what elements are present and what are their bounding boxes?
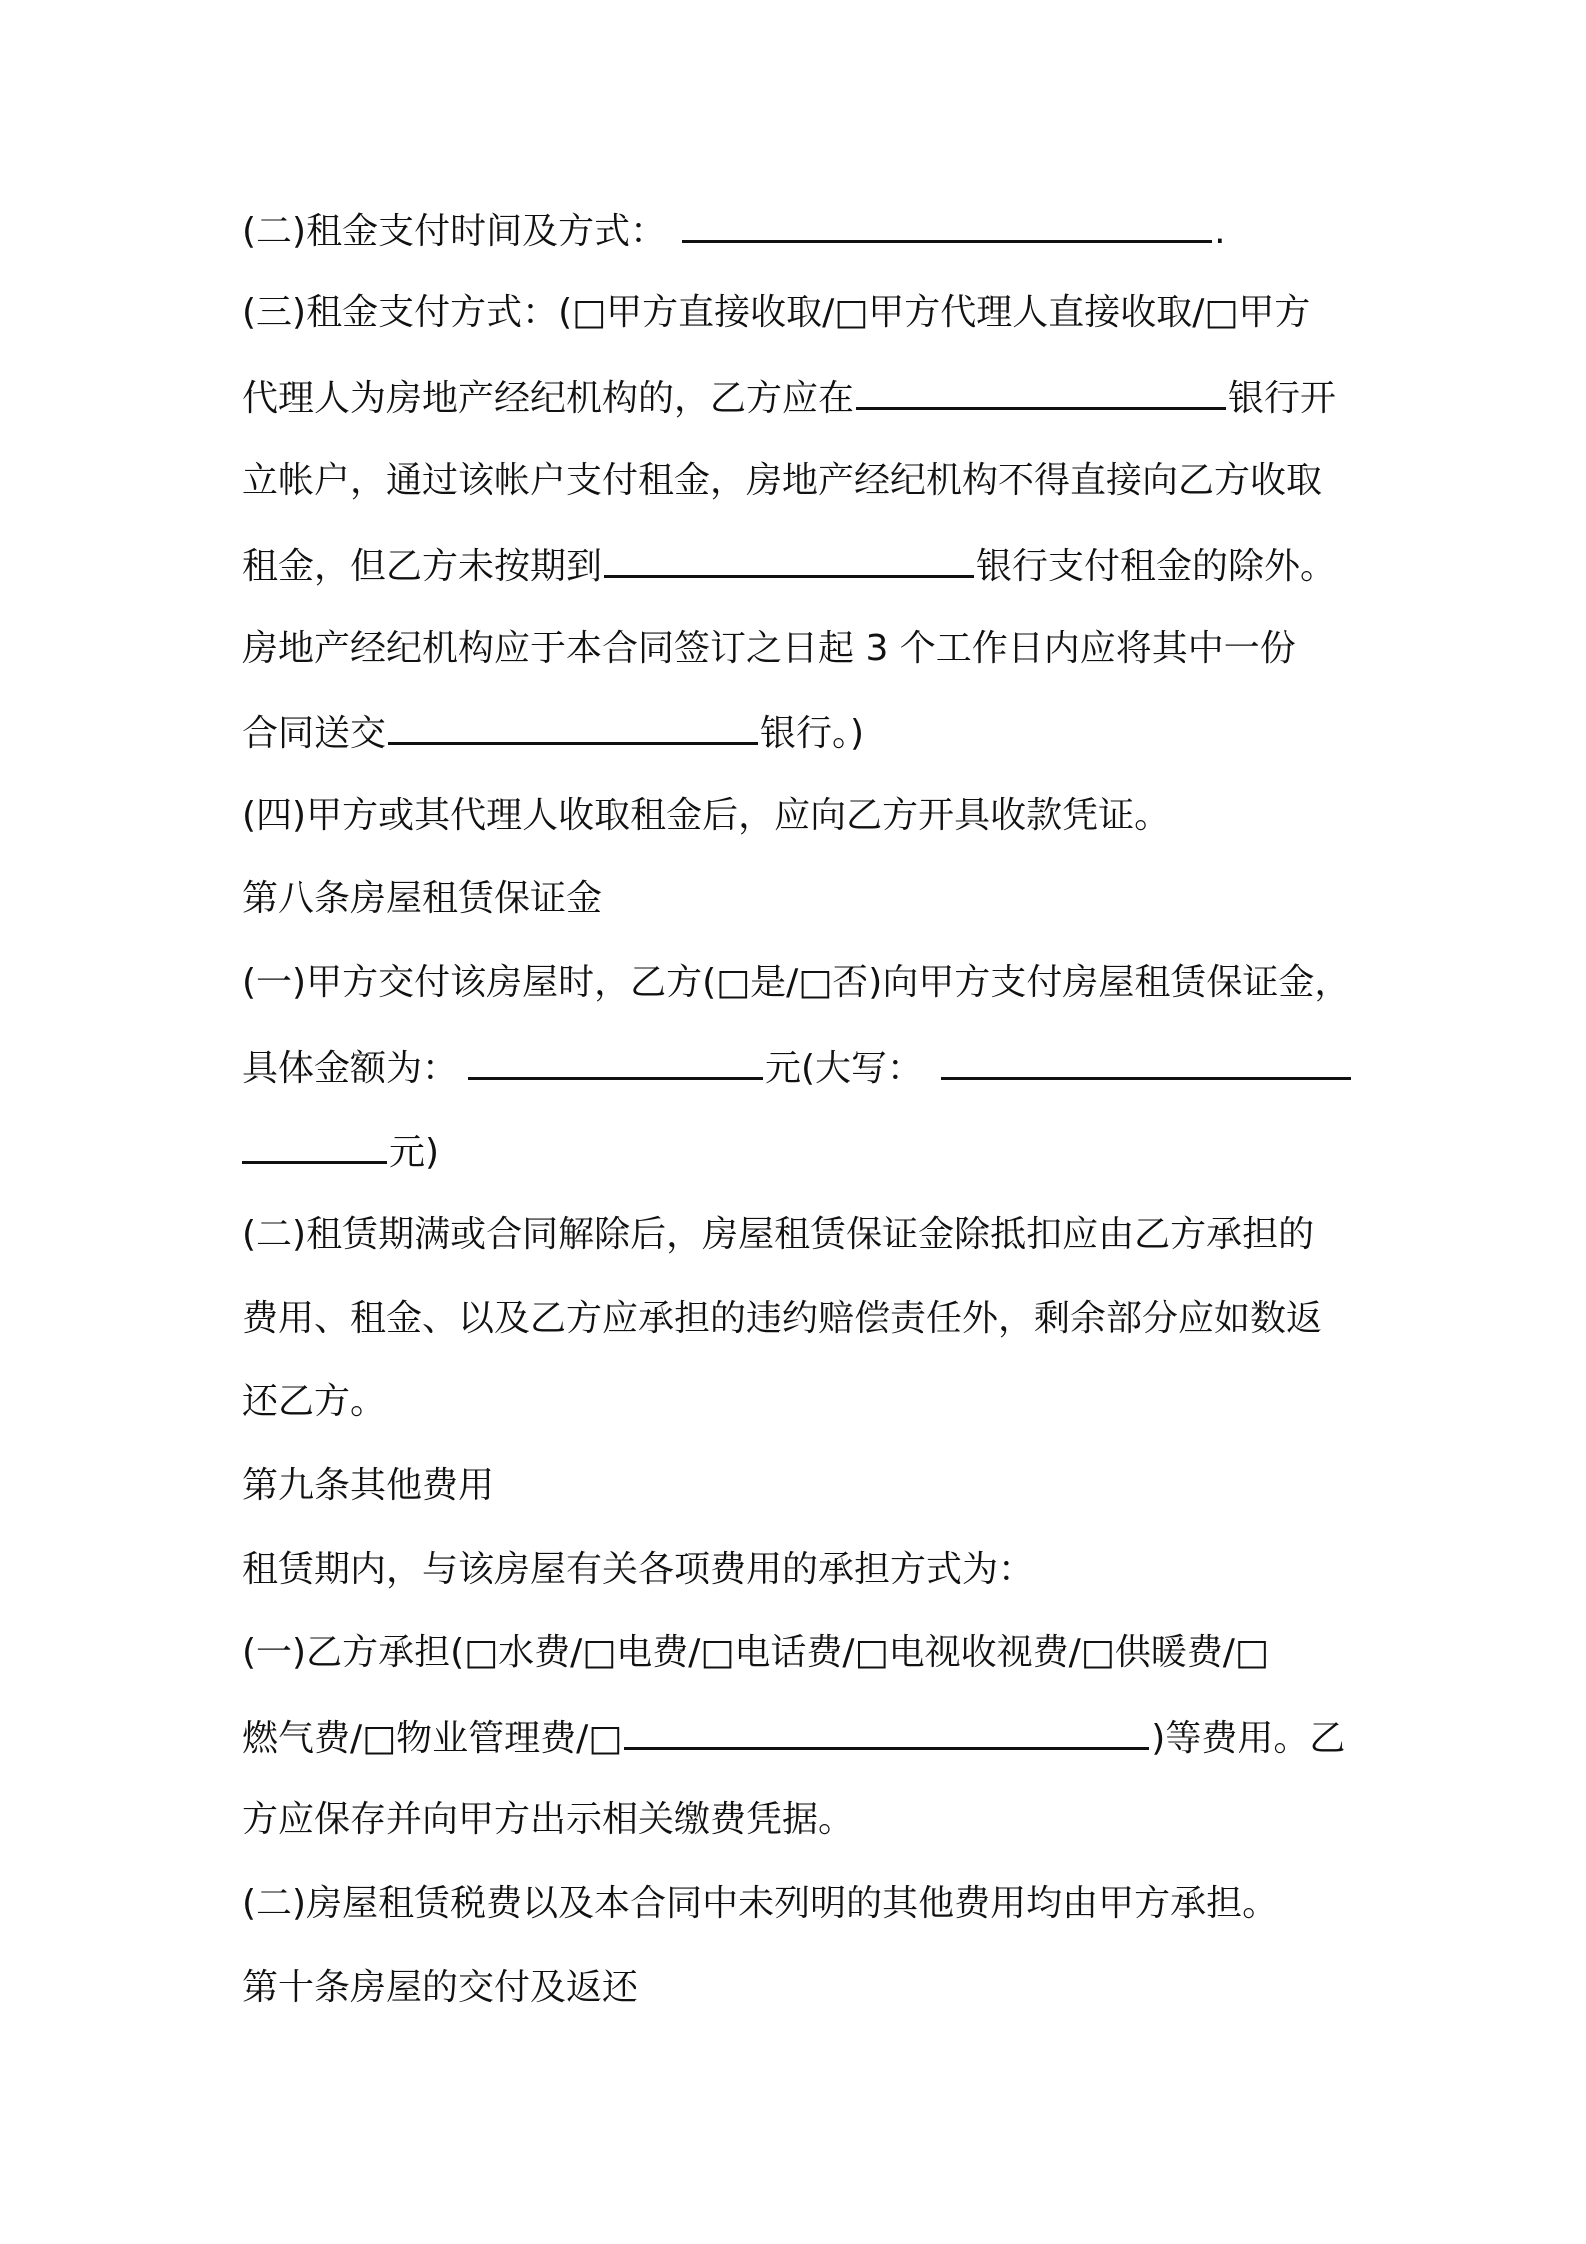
text-segment: 费用、租金、以及乙方应承担的违约赔偿责任外，剩余部分应如数返 bbox=[242, 1298, 1323, 1339]
text-segment: 第九条其他费用 bbox=[242, 1465, 495, 1506]
clause-deposit-amount-continued-line bbox=[242, 1121, 439, 1181]
article-9-heading bbox=[242, 1456, 494, 1516]
text-segment: 具体金额为： bbox=[242, 1048, 459, 1089]
text-segment: 房地产经纪机构应于本合同签订之日起 3 个工作日内应将其中一份 bbox=[242, 628, 1296, 669]
text-segment: 元) bbox=[389, 1132, 440, 1173]
clause-tax-line bbox=[242, 1874, 1278, 1934]
clause-text-line bbox=[242, 1205, 1314, 1265]
text-segment: (三)租金支付方式：(□甲方直接收取/□甲方代理人直接收取/□甲方 bbox=[242, 292, 1311, 333]
text-segment: 燃气费/□物业管理费/□ bbox=[242, 1718, 623, 1759]
text-segment: 代理人为房地产经纪机构的，乙方应在 bbox=[242, 378, 855, 419]
clause-fees-line bbox=[242, 1623, 1269, 1683]
article-8-heading bbox=[242, 869, 602, 929]
clause-receipt-line bbox=[242, 786, 1170, 846]
clause-text-line bbox=[242, 1540, 1034, 1600]
text-segment: 元(大写： bbox=[765, 1048, 924, 1089]
amount-blank[interactable] bbox=[468, 1037, 763, 1080]
text-segment: 还乙方。 bbox=[242, 1381, 387, 1422]
amount-in-words-blank[interactable] bbox=[941, 1037, 1351, 1080]
other-fees-blank[interactable] bbox=[624, 1707, 1149, 1750]
clause-text-line bbox=[242, 1289, 1322, 1349]
article-10-heading bbox=[242, 1958, 638, 2018]
bank-name-blank[interactable] bbox=[604, 535, 974, 578]
text-segment: (四)甲方或其代理人收取租金后，应向乙方开具收款凭证。 bbox=[242, 795, 1171, 836]
text-segment: 第十条房屋的交付及返还 bbox=[242, 1967, 639, 2008]
text-segment: 合同送交 bbox=[242, 713, 387, 754]
text-segment: 银行开 bbox=[1228, 378, 1337, 419]
amount-in-words-blank-continued[interactable] bbox=[242, 1121, 387, 1164]
text-segment: (一)乙方承担(□水费/□电费/□电话费/□电视收视费/□供暖费/□ bbox=[242, 1632, 1269, 1673]
clause-text-line bbox=[242, 451, 1322, 511]
clause-deposit-line bbox=[242, 953, 1350, 1013]
clause-payment-method-line bbox=[242, 283, 1310, 343]
text-segment: 租赁期内，与该房屋有关各项费用的承担方式为： bbox=[242, 1549, 1035, 1590]
clause-text-line bbox=[242, 1790, 854, 1850]
text-segment: 租金，但乙方未按期到 bbox=[242, 546, 603, 587]
clause-text-line bbox=[242, 535, 1336, 595]
clause-fees-continued-line bbox=[242, 1707, 1345, 1767]
text-segment: (一)甲方交付该房屋时，乙方(□是/□否)向甲方支付房屋租赁保证金， bbox=[242, 962, 1351, 1003]
text-segment: (二)租金支付时间及方式： bbox=[242, 211, 667, 252]
bank-name-blank[interactable] bbox=[856, 367, 1226, 410]
clause-text-line bbox=[242, 1372, 386, 1432]
fill-in-blank[interactable] bbox=[682, 200, 1212, 243]
text-segment: 第八条房屋租赁保证金 bbox=[242, 878, 603, 919]
bank-name-blank[interactable] bbox=[388, 702, 758, 745]
clause-text-line bbox=[242, 702, 864, 762]
clause-text-line bbox=[242, 367, 1336, 427]
text-segment: 立帐户，通过该帐户支付租金，房地产经纪机构不得直接向乙方收取 bbox=[242, 460, 1323, 501]
text-segment: (二)租赁期满或合同解除后，房屋租赁保证金除抵扣应由乙方承担的 bbox=[242, 1214, 1315, 1255]
clause-payment-time-line bbox=[242, 200, 1226, 260]
text-segment: 方应保存并向甲方出示相关缴费凭据。 bbox=[242, 1799, 855, 1840]
text-segment: 银行支付租金的除外。 bbox=[976, 546, 1337, 587]
text-segment: . bbox=[1214, 211, 1226, 252]
text-segment: 银行。) bbox=[760, 713, 865, 754]
text-segment: (二)房屋租赁税费以及本合同中未列明的其他费用均由甲方承担。 bbox=[242, 1883, 1279, 1924]
text-segment: )等费用。乙 bbox=[1151, 1718, 1346, 1759]
clause-text-line bbox=[242, 619, 1296, 679]
clause-deposit-amount-line bbox=[242, 1037, 1353, 1097]
